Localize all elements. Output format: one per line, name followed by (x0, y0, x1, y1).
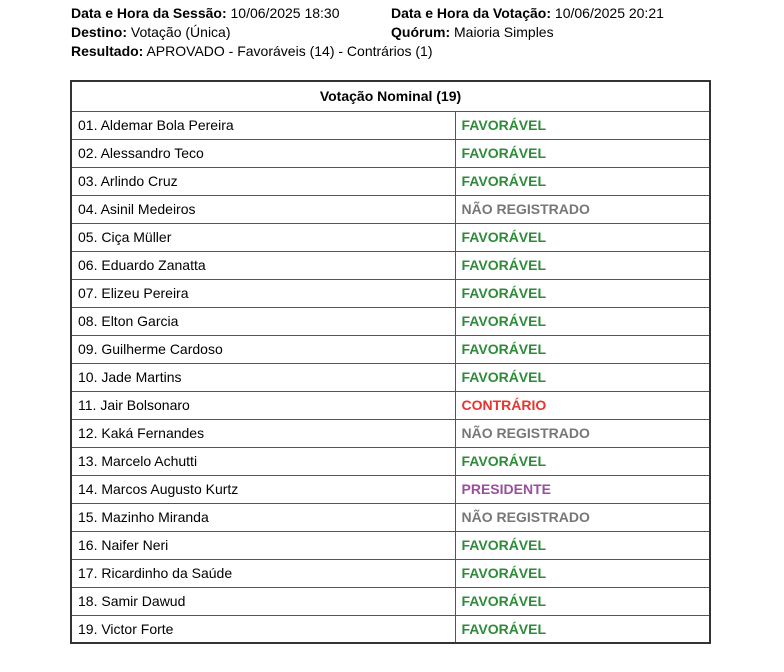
councillor-name: 14. Marcos Augusto Kurtz (71, 475, 455, 503)
vote-value: FAVORÁVEL (455, 335, 710, 363)
vote-value: FAVORÁVEL (455, 167, 710, 195)
councillor-name: 09. Guilherme Cardoso (71, 335, 455, 363)
vote-value: FAVORÁVEL (455, 223, 710, 251)
session-datetime (71, 4, 340, 23)
vote-value: FAVORÁVEL (455, 251, 710, 279)
councillor-name: 03. Arlindo Cruz (71, 167, 455, 195)
table-row (71, 335, 710, 363)
councillor-name: 17. Ricardinho da Saúde (71, 559, 455, 587)
vote-datetime-value: 10/06/2025 20:21 (554, 5, 664, 21)
table-row (71, 279, 710, 307)
resultado-value: APROVADO - Favoráveis (14) - Contrários (1) (146, 43, 433, 59)
table-row (71, 111, 710, 139)
vote-table-body (71, 111, 710, 643)
table-row (71, 195, 710, 223)
vote-value: CONTRÁRIO (455, 391, 710, 419)
vote-value: FAVORÁVEL (455, 559, 710, 587)
vote-datetime (391, 4, 664, 23)
councillor-name: 13. Marcelo Achutti (71, 447, 455, 475)
table-row (71, 307, 710, 335)
table-row (71, 223, 710, 251)
session-datetime-label: Data e Hora da Sessão: (71, 5, 227, 21)
vote-value: FAVORÁVEL (455, 279, 710, 307)
vote-value: PRESIDENTE (455, 475, 710, 503)
councillor-name: 11. Jair Bolsonaro (71, 391, 455, 419)
councillor-name: 06. Eduardo Zanatta (71, 251, 455, 279)
destino-value: Votação (Única) (130, 24, 231, 40)
table-row (71, 363, 710, 391)
vote-value: FAVORÁVEL (455, 531, 710, 559)
destino-label: Destino: (71, 24, 127, 40)
councillor-name: 08. Elton Garcia (71, 307, 455, 335)
vote-value: FAVORÁVEL (455, 363, 710, 391)
councillor-name: 12. Kaká Fernandes (71, 419, 455, 447)
table-row (71, 615, 710, 643)
vote-value: NÃO REGISTRADO (455, 195, 710, 223)
table-row (71, 167, 710, 195)
table-row (71, 419, 710, 447)
councillor-name: 02. Alessandro Teco (71, 139, 455, 167)
table-row (71, 531, 710, 559)
councillor-name: 10. Jade Martins (71, 363, 455, 391)
councillor-name: 04. Asinil Medeiros (71, 195, 455, 223)
vote-value: NÃO REGISTRADO (455, 419, 710, 447)
quorum (391, 23, 554, 42)
councillor-name: 07. Elizeu Pereira (71, 279, 455, 307)
session-datetime-value: 10/06/2025 18:30 (230, 5, 340, 21)
councillor-name: 15. Mazinho Miranda (71, 503, 455, 531)
vote-value: FAVORÁVEL (455, 447, 710, 475)
quorum-label: Quórum: (391, 24, 451, 40)
table-row (71, 251, 710, 279)
table-row (71, 559, 710, 587)
vote-table (70, 80, 711, 644)
vote-value: FAVORÁVEL (455, 111, 710, 139)
table-row (71, 391, 710, 419)
councillor-name: 16. Naifer Neri (71, 531, 455, 559)
quorum-value: Maioria Simples (454, 24, 554, 40)
councillor-name: 05. Ciça Müller (71, 223, 455, 251)
table-row (71, 475, 710, 503)
table-row (71, 447, 710, 475)
councillor-name: 19. Victor Forte (71, 615, 455, 643)
councillor-name: 01. Aldemar Bola Pereira (71, 111, 455, 139)
councillor-name: 18. Samir Dawud (71, 587, 455, 615)
vote-datetime-label: Data e Hora da Votação: (391, 5, 552, 21)
resultado-label: Resultado: (71, 43, 144, 59)
vote-table-title: Votação Nominal (19) (71, 81, 710, 111)
table-row (71, 503, 710, 531)
table-row (71, 587, 710, 615)
destino (71, 23, 231, 42)
vote-value: FAVORÁVEL (455, 615, 710, 643)
resultado (71, 42, 433, 61)
vote-value: FAVORÁVEL (455, 587, 710, 615)
vote-value: FAVORÁVEL (455, 139, 710, 167)
vote-value: NÃO REGISTRADO (455, 503, 710, 531)
table-row (71, 139, 710, 167)
vote-value: FAVORÁVEL (455, 307, 710, 335)
